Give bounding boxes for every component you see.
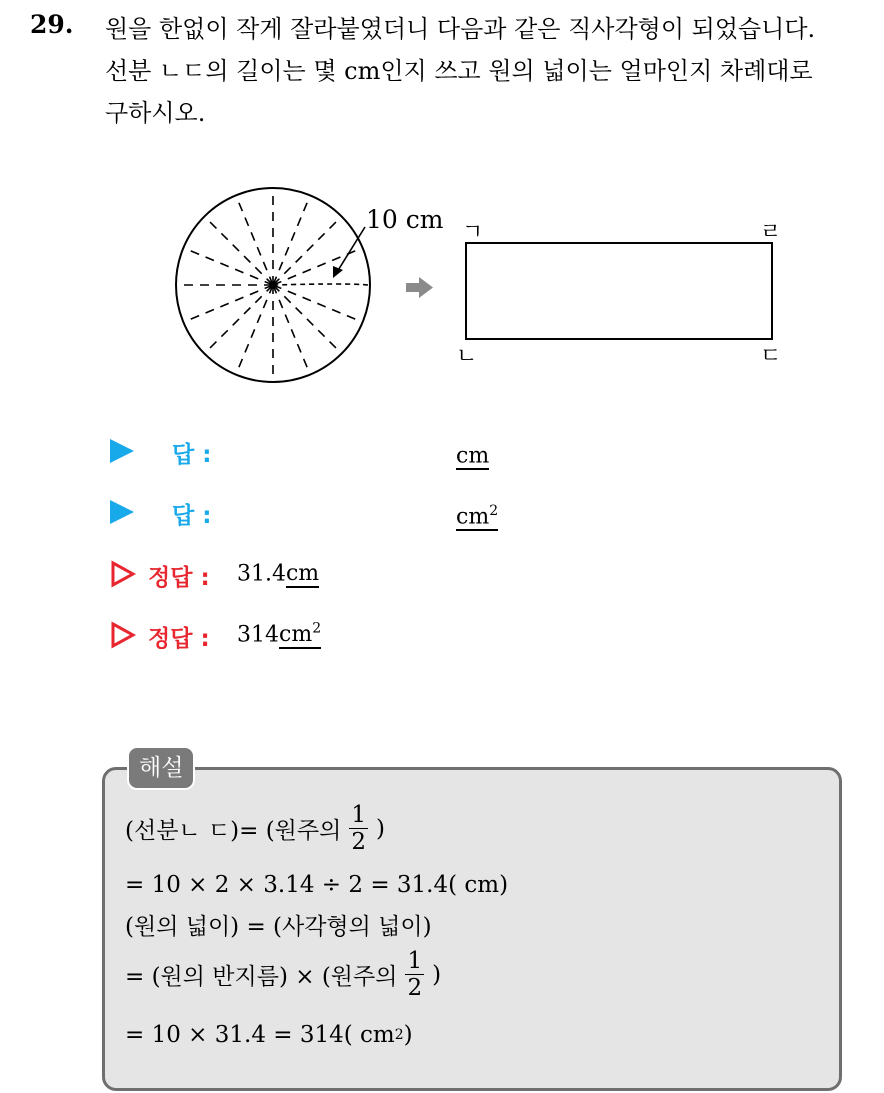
answer-marker-icon: [110, 439, 134, 463]
solution-line: [125, 1022, 413, 1048]
circle-sector-line: [273, 285, 340, 352]
solution-tab: 해설: [127, 746, 195, 790]
problem-figure: [170, 185, 790, 395]
question-line: 선분 ㄴㄷ의 길이는 몇 cm인지 쓰고 원의 넓이는 얼마인지 차례대로: [105, 57, 813, 85]
question-line: 원을 한없이 작게 잘라붙였더니 다음과 같은 직사각형이 되었습니다.: [105, 15, 816, 43]
correct-unit: [286, 561, 319, 588]
correct-label: 정답 :: [148, 626, 210, 652]
correct-unit-text: cm: [279, 622, 313, 648]
solution-text: = (원의 반지름) × (원주의: [125, 964, 398, 990]
solution-text: = 10 × 31.4 = 314( cm: [125, 1022, 395, 1048]
solution-text: (원의 넓이) = (사각형의 넓이): [125, 914, 432, 940]
result-rectangle: [466, 243, 772, 339]
corner-label-top-right: ㄹ: [760, 220, 782, 245]
correct-marker-icon: [110, 560, 136, 588]
correct-label: 정답 :: [148, 565, 210, 591]
question-text: [105, 8, 875, 134]
fraction: [405, 948, 424, 1001]
solution-text: (선분ㄴ ㄷ)= (원주의: [125, 818, 342, 844]
solution-text: ): [403, 1022, 413, 1048]
correct-number: 31.4: [237, 561, 286, 587]
corner-label-top-left: ㄱ: [462, 220, 484, 245]
right-arrow-icon: [406, 277, 433, 298]
corner-label-bottom-right: ㄷ: [760, 344, 782, 369]
correct-unit: [279, 622, 321, 649]
answer-marker-icon: [110, 500, 134, 524]
correct-unit-text: cm: [285, 561, 320, 587]
solution-text: ): [432, 961, 442, 988]
correct-marker-icon: [110, 621, 136, 649]
circle-sector-line: [273, 218, 340, 285]
circle-sector-line: [206, 218, 273, 285]
answer-row: [110, 495, 499, 530]
answer-blank[interactable]: [456, 499, 498, 531]
solution-text: = 10 × 2 × 3.14 ÷ 2 = 31.4( cm): [125, 872, 509, 898]
fraction: [349, 802, 368, 855]
fraction-denominator: 2: [351, 829, 366, 855]
answer-label: 답 :: [172, 503, 212, 529]
radius-label: 10 cm: [366, 205, 444, 234]
answer-unit: cm: [456, 443, 490, 469]
circle-sector-line: [206, 285, 273, 352]
corner-label-bottom-left: ㄴ: [456, 344, 478, 369]
question-number: 29.: [30, 10, 74, 39]
fraction-numerator: 1: [351, 802, 366, 828]
pointer-arrowhead: [333, 266, 343, 278]
solution-line: [125, 908, 432, 941]
answer-label: 답 :: [172, 442, 212, 468]
solution-line: [125, 802, 385, 855]
fraction-numerator: 1: [407, 948, 423, 974]
correct-value: [237, 621, 321, 647]
solution-line: [125, 948, 441, 1001]
solution-line: [125, 872, 508, 898]
answer-blank[interactable]: [456, 438, 489, 470]
solution-exponent: 2: [394, 1027, 404, 1043]
correct-number: 314: [237, 622, 279, 648]
answer-unit-exponent: 2: [489, 503, 499, 519]
solution-text: ): [375, 815, 385, 842]
answer-row: [110, 434, 490, 469]
question-line: 구하시오.: [105, 99, 206, 127]
radius-pointer: [337, 227, 365, 272]
fraction-denominator: 2: [407, 975, 423, 1001]
cut-circle: [176, 188, 370, 382]
correct-unit-exponent: 2: [312, 621, 322, 637]
radius-line: [273, 284, 368, 285]
correct-value: [237, 560, 319, 586]
answer-unit: cm: [456, 504, 490, 530]
